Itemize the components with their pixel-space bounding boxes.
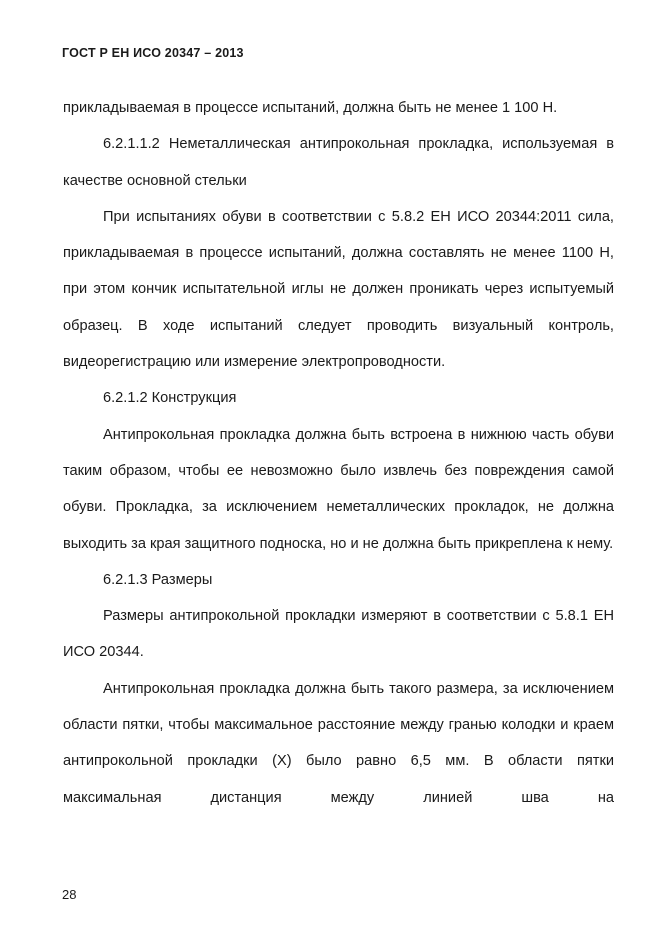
paragraph-dimensions-requirement: Антипрокольная прокладка должна быть такого размера, за исключением области пятки, чтобы максимальное расстояние между гранью колодки и краем антипрокольной прокладки (X) было равно 6,5 мм. В области пятки максимальная дистанция между линией шва на xyxy=(63,680,614,806)
paragraph-dimensions-measure: Размеры антипрокольной прокладки измеряют в соответствии с 5.8.1 ЕН ИСО 20344. xyxy=(63,608,614,661)
paragraph-continuation: прикладываемая в процессе испытаний, должна быть не менее 1 100 Н. xyxy=(63,100,558,116)
document-body xyxy=(63,90,614,816)
section-heading-dimensions: 6.2.1.3 Размеры xyxy=(103,571,213,588)
page-number: 28 xyxy=(62,887,77,902)
paragraph-construction: Антипрокольная прокладка должна быть встроена в нижнюю часть обуви таким образом, чтобы ее невозможно было извлечь без повреждения самой обуви. Прокладка, за исключением неметаллических прокладок, не должна выходить за края защитного подноска, но и не должна быть прикреплена к нему. xyxy=(63,426,614,552)
document-header: ГОСТ Р ЕН ИСО 20347 – 2013 xyxy=(62,46,244,60)
section-heading-6-2-1-1-2: 6.2.1.1.2 Неметаллическая антипрокольная прокладка, используемая в качестве основной стельки xyxy=(63,136,614,189)
paragraph-test-method: При испытаниях обуви в соответствии с 5.8.2 ЕН ИСО 20344:2011 сила, прикладываемая в процессе испытаний, должна составлять не менее 1100 Н, при этом кончик испытательной иглы не должен проникать через испытуемый образец. В ходе испытаний следует проводить визуальный контроль, видеорегистрацию или измерение электропроводности. xyxy=(63,208,614,371)
section-heading-construction: 6.2.1.2 Конструкция xyxy=(103,390,237,407)
